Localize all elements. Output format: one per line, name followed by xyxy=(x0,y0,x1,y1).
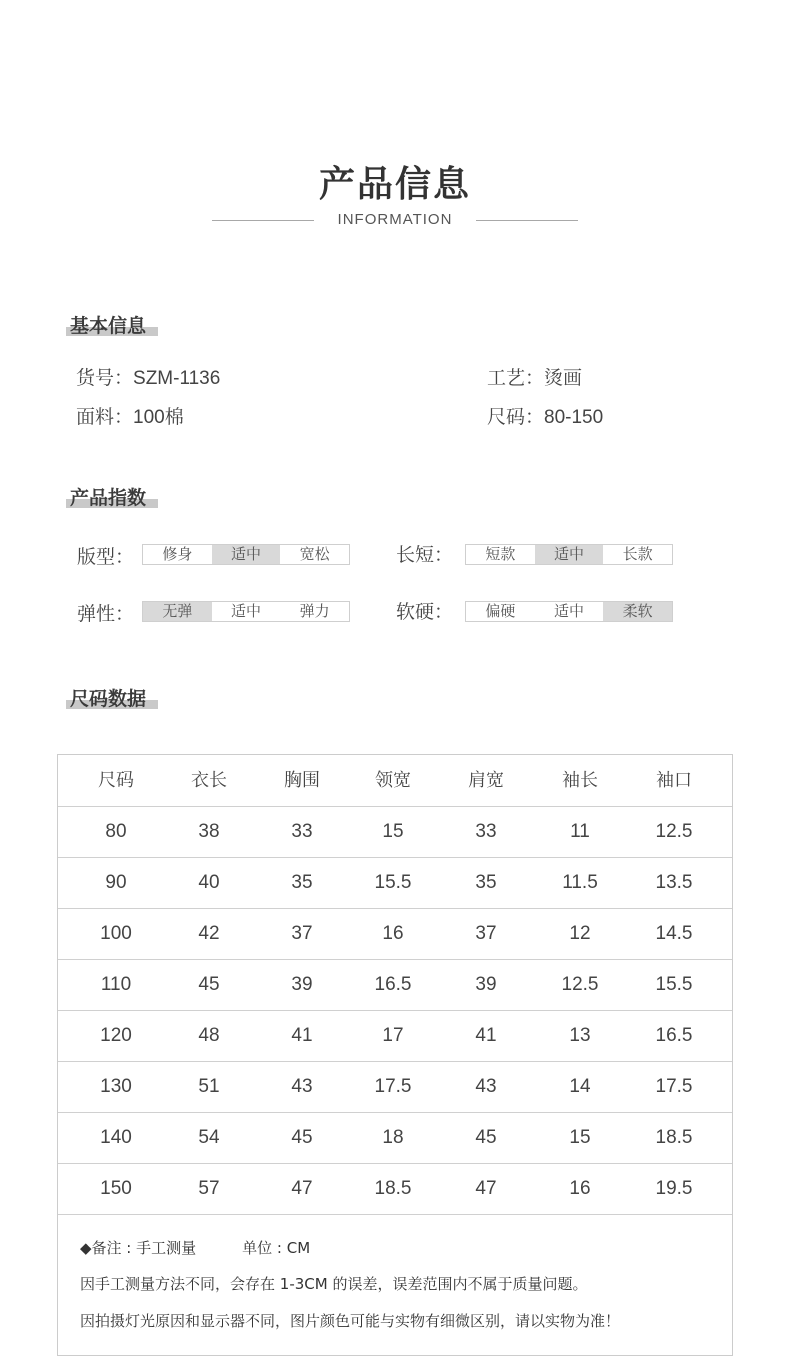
index-option: 弹力 xyxy=(299,602,330,620)
table-row xyxy=(58,857,732,909)
index-option: 短款 xyxy=(485,545,516,563)
table-cell: 14.5 xyxy=(655,923,693,944)
table-cell: 18 xyxy=(382,1127,404,1148)
table-cell: 140 xyxy=(100,1127,132,1148)
page-title: 产品信息 xyxy=(318,164,471,205)
table-row xyxy=(58,959,732,1011)
table-cell: 13 xyxy=(569,1025,591,1046)
info-item-sku xyxy=(76,363,220,390)
table-cell: 14 xyxy=(569,1076,591,1097)
table-cell: 35 xyxy=(291,872,313,893)
index-scale-softness xyxy=(465,601,673,622)
table-row xyxy=(58,1010,732,1062)
table-cell: 47 xyxy=(291,1178,313,1199)
index-option: 长款 xyxy=(622,545,653,563)
note-remark: ◆备注 : 手工测量 xyxy=(80,1239,197,1257)
section-heading-text: 产品指数 xyxy=(70,487,147,509)
table-cell: 150 xyxy=(100,1178,132,1199)
info-label: 面料： xyxy=(76,406,134,428)
table-cell: 17.5 xyxy=(374,1076,412,1097)
subtitle-row xyxy=(0,210,790,232)
table-cell: 120 xyxy=(100,1025,132,1046)
info-label: 工艺： xyxy=(487,367,545,389)
table-cell: 15 xyxy=(382,821,404,842)
table-row xyxy=(58,806,732,858)
index-option: 适中 xyxy=(535,545,604,564)
index-option: 适中 xyxy=(554,602,585,620)
table-cell: 33 xyxy=(291,821,313,842)
table-cell: 16 xyxy=(569,1178,591,1199)
table-row xyxy=(58,1163,732,1215)
table-cell: 15.5 xyxy=(374,872,412,893)
info-label: 货号： xyxy=(76,367,134,389)
index-label-length: 长短： xyxy=(396,544,454,566)
column-header: 袖长 xyxy=(562,770,598,791)
note-error-disclaimer: 因手工测量方法不同，会存在 1-3CM 的误差，误差范围内不属于质量问题。 xyxy=(80,1275,588,1293)
table-cell: 39 xyxy=(291,974,313,995)
info-item-size-range xyxy=(487,402,603,429)
table-cell: 15.5 xyxy=(655,974,693,995)
table-cell: 17.5 xyxy=(655,1076,693,1097)
table-cell: 11.5 xyxy=(562,872,598,893)
column-header: 衣长 xyxy=(191,770,227,791)
table-cell: 16 xyxy=(382,923,404,944)
table-cell: 38 xyxy=(198,821,220,842)
info-value: 100棉 xyxy=(133,407,184,428)
column-header: 领宽 xyxy=(375,770,411,791)
section-heading-text: 尺码数据 xyxy=(70,688,147,710)
table-cell: 45 xyxy=(291,1127,313,1148)
index-option: 适中 xyxy=(231,602,262,620)
table-cell: 47 xyxy=(475,1178,497,1199)
table-cell: 37 xyxy=(475,923,497,944)
index-option: 柔软 xyxy=(603,602,672,621)
table-cell: 37 xyxy=(291,923,313,944)
table-cell: 16.5 xyxy=(655,1025,693,1046)
table-cell: 110 xyxy=(100,974,132,995)
info-item-craft xyxy=(487,363,582,390)
note-unit: 单位 : CM xyxy=(242,1239,311,1257)
index-option: 无弹 xyxy=(143,602,212,621)
index-label-fit: 版型： xyxy=(77,546,135,568)
table-cell: 40 xyxy=(198,872,220,893)
table-cell: 18.5 xyxy=(374,1178,412,1199)
table-header-row xyxy=(58,755,732,807)
table-row xyxy=(58,1112,732,1164)
table-cell: 43 xyxy=(475,1076,497,1097)
table-cell: 13.5 xyxy=(655,872,693,893)
table-cell: 12 xyxy=(569,923,591,944)
index-label-elasticity: 弹性： xyxy=(77,603,135,625)
table-cell: 43 xyxy=(291,1076,313,1097)
table-cell: 130 xyxy=(100,1076,132,1097)
index-scale-length xyxy=(465,544,673,565)
index-option: 宽松 xyxy=(299,545,330,563)
table-cell: 39 xyxy=(475,974,497,995)
table-cell: 33 xyxy=(475,821,497,842)
info-item-fabric xyxy=(76,402,184,429)
table-cell: 80 xyxy=(105,821,127,842)
column-header: 袖口 xyxy=(656,770,692,791)
index-scale-elasticity xyxy=(142,601,350,622)
index-label-softness: 软硬： xyxy=(396,601,454,623)
table-cell: 19.5 xyxy=(655,1178,693,1199)
table-cell: 57 xyxy=(198,1178,220,1199)
page-subtitle: INFORMATION xyxy=(337,211,453,228)
table-cell: 41 xyxy=(291,1025,313,1046)
table-cell: 18.5 xyxy=(655,1127,693,1148)
table-cell: 45 xyxy=(198,974,220,995)
note-remark-line xyxy=(80,1237,310,1258)
index-option: 修身 xyxy=(162,545,193,563)
table-cell: 17 xyxy=(382,1025,404,1046)
index-option: 偏硬 xyxy=(485,602,516,620)
table-cell: 12.5 xyxy=(561,974,599,995)
info-value: 80-150 xyxy=(544,407,604,428)
info-value: 烫画 xyxy=(544,368,583,389)
index-scale-fit xyxy=(142,544,350,565)
note-color-disclaimer: 因拍摄灯光原因和显示器不同，图片颜色可能与实物有细微区别，请以实物为准！ xyxy=(80,1312,621,1330)
table-cell: 15 xyxy=(569,1127,591,1148)
info-value: SZM-1136 xyxy=(133,368,221,389)
table-cell: 100 xyxy=(100,923,132,944)
table-cell: 51 xyxy=(198,1076,220,1097)
column-header: 胸围 xyxy=(284,770,320,791)
table-cell: 35 xyxy=(475,872,497,893)
info-label: 尺码： xyxy=(487,406,545,428)
index-option: 适中 xyxy=(212,545,281,564)
divider-right xyxy=(476,220,578,221)
table-cell: 42 xyxy=(198,923,220,944)
table-row xyxy=(58,1061,732,1113)
column-header: 尺码 xyxy=(98,770,134,791)
table-cell: 48 xyxy=(198,1025,220,1046)
size-table xyxy=(57,754,733,1356)
table-cell: 45 xyxy=(475,1127,497,1148)
table-cell: 54 xyxy=(198,1127,220,1148)
table-cell: 90 xyxy=(105,872,127,893)
section-heading-text: 基本信息 xyxy=(70,315,147,337)
column-header: 肩宽 xyxy=(468,770,504,791)
table-cell: 41 xyxy=(475,1025,497,1046)
table-row xyxy=(58,908,732,960)
table-cell: 16.5 xyxy=(374,974,412,995)
table-cell: 12.5 xyxy=(655,821,693,842)
table-cell: 11 xyxy=(570,821,590,842)
